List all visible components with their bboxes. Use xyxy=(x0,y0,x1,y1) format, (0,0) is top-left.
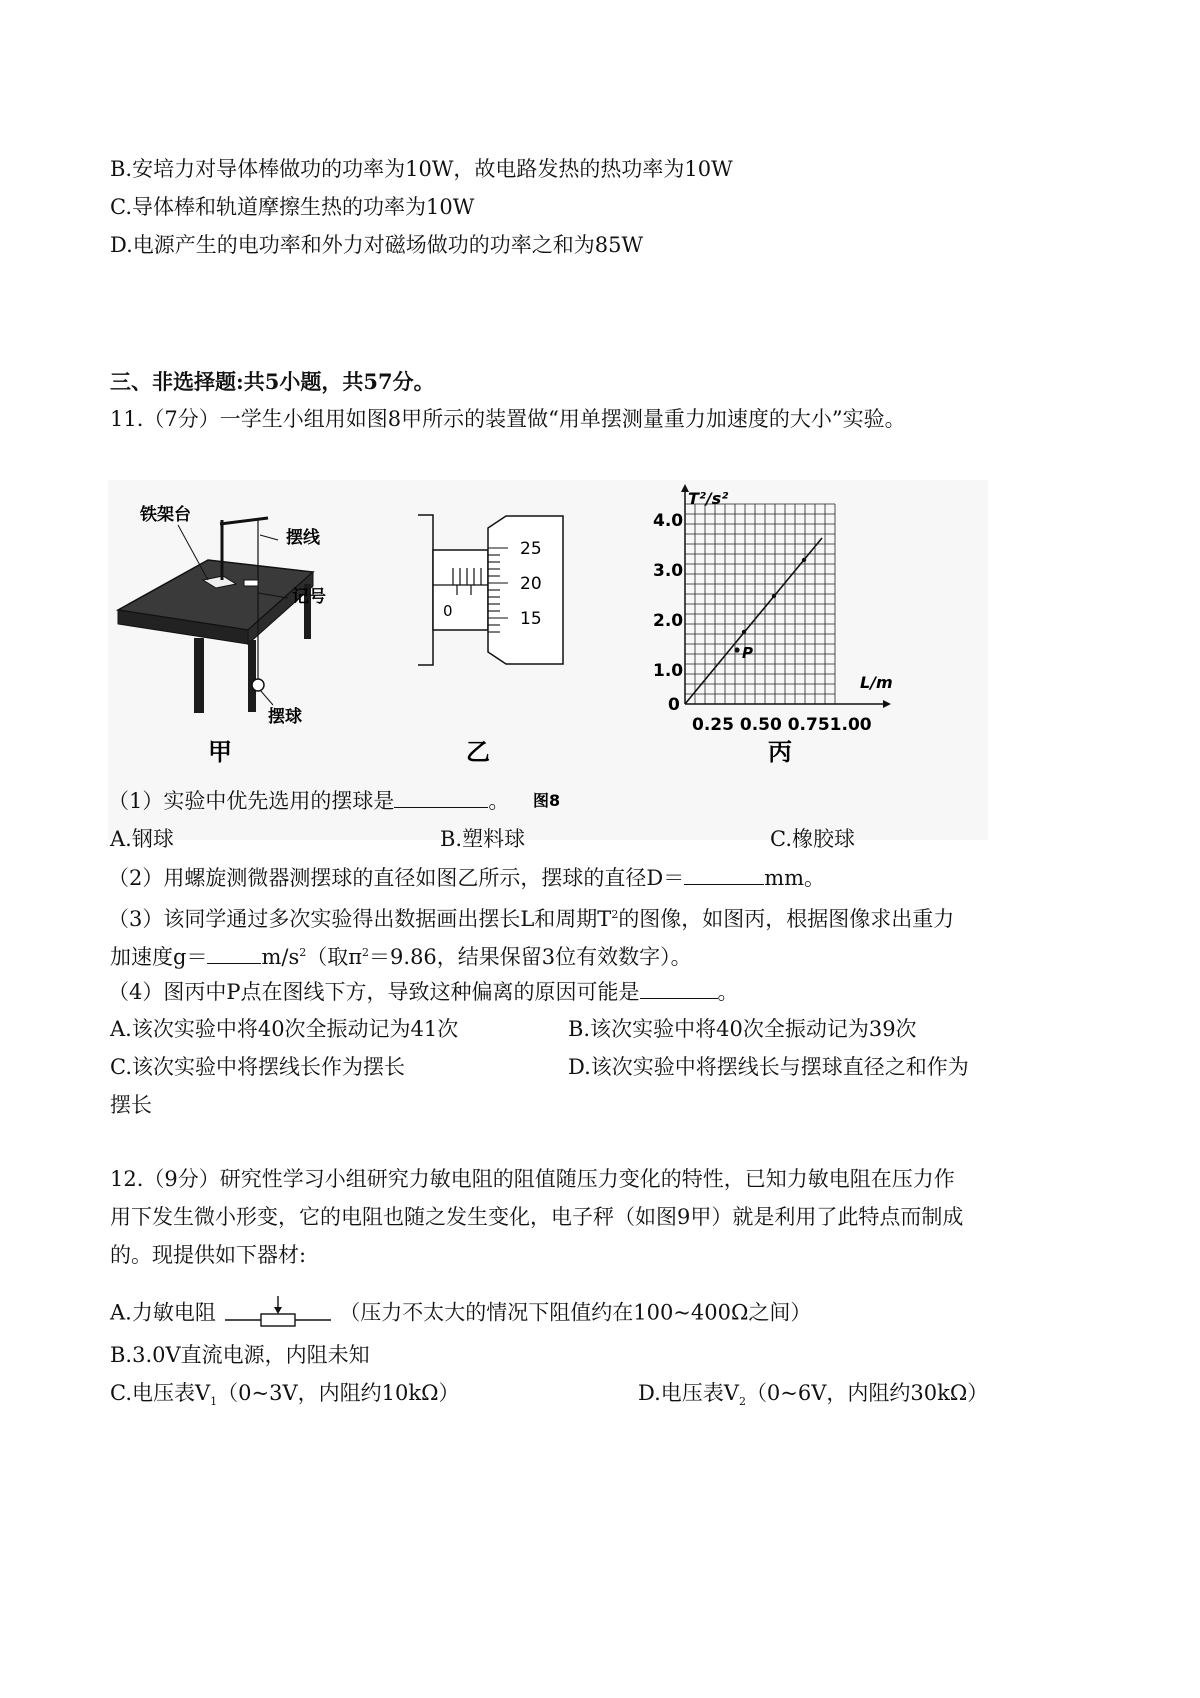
ytick-3: 3.0 xyxy=(653,561,684,581)
option-b: B.安培力对导体棒做功的功率为10W，故电路发热的热功率为10W xyxy=(110,157,733,181)
blank-3[interactable] xyxy=(207,941,261,964)
q12-line2: 用下发生微小形变，它的电阻也随之发生变化，电子秤（如图9甲）就是利用了此特点而制成 xyxy=(110,1205,964,1229)
q11-sub4: （4）图丙中P点在图线下方，导致这种偏离的原因可能是 。 xyxy=(108,976,739,1007)
blank-2[interactable] xyxy=(684,862,764,885)
force-sensitive-resistor-icon xyxy=(223,1294,333,1334)
q11-sub3-line2: 加速度$g= m/s^2$（取$\pi^2=9.86$，结果保留3位有效数字）。 xyxy=(110,938,692,972)
sub1-option-a: A.钢球 xyxy=(110,827,174,851)
point-p: P xyxy=(742,644,753,662)
label-bing: 丙 xyxy=(768,738,792,766)
apparatus-diagram xyxy=(118,504,326,766)
label-jia: 甲 xyxy=(208,738,232,766)
blank-4[interactable] xyxy=(640,976,718,999)
label-iron-stand: 铁架台 xyxy=(140,505,191,525)
label-bob: 摆球 xyxy=(268,707,302,727)
sub4-option-c: C.该次实验中将摆线长作为摆长 xyxy=(110,1055,405,1079)
q12-line1: 12.（9分）研究性学习小组研究力敏电阻的阻值随压力变化的特性，已知力敏电阻在压力作 xyxy=(110,1167,955,1191)
figure-caption: 图8 xyxy=(533,791,561,810)
q12-option-c: C.电压表$V_1(0\sim 3V$，内阻约10kΩ） xyxy=(110,1381,460,1409)
option-c: C.导体棒和轨道摩擦生热的功率为10W xyxy=(110,195,475,219)
ytick-1: 1.0 xyxy=(653,661,684,681)
sub4-option-b: B.该次实验中将40次全振动记为39次 xyxy=(568,1017,917,1041)
sub1-option-c: C.橡胶球 xyxy=(770,827,855,851)
sub1-option-b: B.塑料球 xyxy=(440,827,526,851)
q11-sub2: （2）用螺旋测微器测摆球的直径如图乙所示，摆球的直径D＝ mm。 xyxy=(108,862,825,893)
ytick-0: 0 xyxy=(668,695,680,715)
sub4-option-d-cont: 摆长 xyxy=(110,1093,152,1117)
blank-1[interactable] xyxy=(394,785,488,808)
y-axis-label: T²/s² xyxy=(688,489,729,508)
x-axis-label: L/m xyxy=(860,673,893,692)
micrometer-zero: 0 xyxy=(443,602,453,620)
t2-l-graph xyxy=(653,484,893,766)
section-title: 三、非选择题:共5小题，共57分。 xyxy=(110,369,435,394)
sub4-option-a: A.该次实验中将40次全振动记为41次 xyxy=(110,1017,459,1041)
option-d: D.电源产生的电功率和外力对磁场做功的功率之和为85W xyxy=(110,233,644,257)
q12-option-d: D.电压表$V_2(0\sim 6V$，内阻约30kΩ） xyxy=(638,1381,989,1409)
label-string: 摆线 xyxy=(286,528,320,548)
q12-option-b: B.3.0V直流电源，内阻未知 xyxy=(110,1343,370,1367)
ytick-2: 2.0 xyxy=(653,611,684,631)
q11-sub1: （1）实验中优先选用的摆球是 。 xyxy=(108,785,509,816)
q12-line3: 的。现提供如下器材: xyxy=(110,1243,307,1267)
q11-stem: 11.（7分）一学生小组用如图8甲所示的装置做“用单摆测量重力加速度的大小”实验。 xyxy=(110,407,906,431)
thimble-20: 20 xyxy=(520,574,542,594)
q11-sub3-line1: （3）该同学通过多次实验得出数据画出摆长L和周期$T^2$的图像，如图丙，根据图像求出重力 xyxy=(108,907,955,931)
ytick-4: 4.0 xyxy=(653,511,684,531)
label-mark: 记号 xyxy=(292,587,326,607)
micrometer-diagram xyxy=(418,515,563,766)
x-ticks: 0.25 0.50 0.751.00 xyxy=(692,715,872,735)
label-yi: 乙 xyxy=(466,738,490,766)
q12-option-a: A.力敏电阻 （压力不太大的情况下阻值约在100~400Ω之间） xyxy=(110,1294,811,1334)
sub4-option-d: D.该次实验中将摆线长与摆球直径之和作为 xyxy=(568,1055,969,1079)
thimble-25: 25 xyxy=(520,539,542,559)
thimble-15: 15 xyxy=(520,609,542,629)
